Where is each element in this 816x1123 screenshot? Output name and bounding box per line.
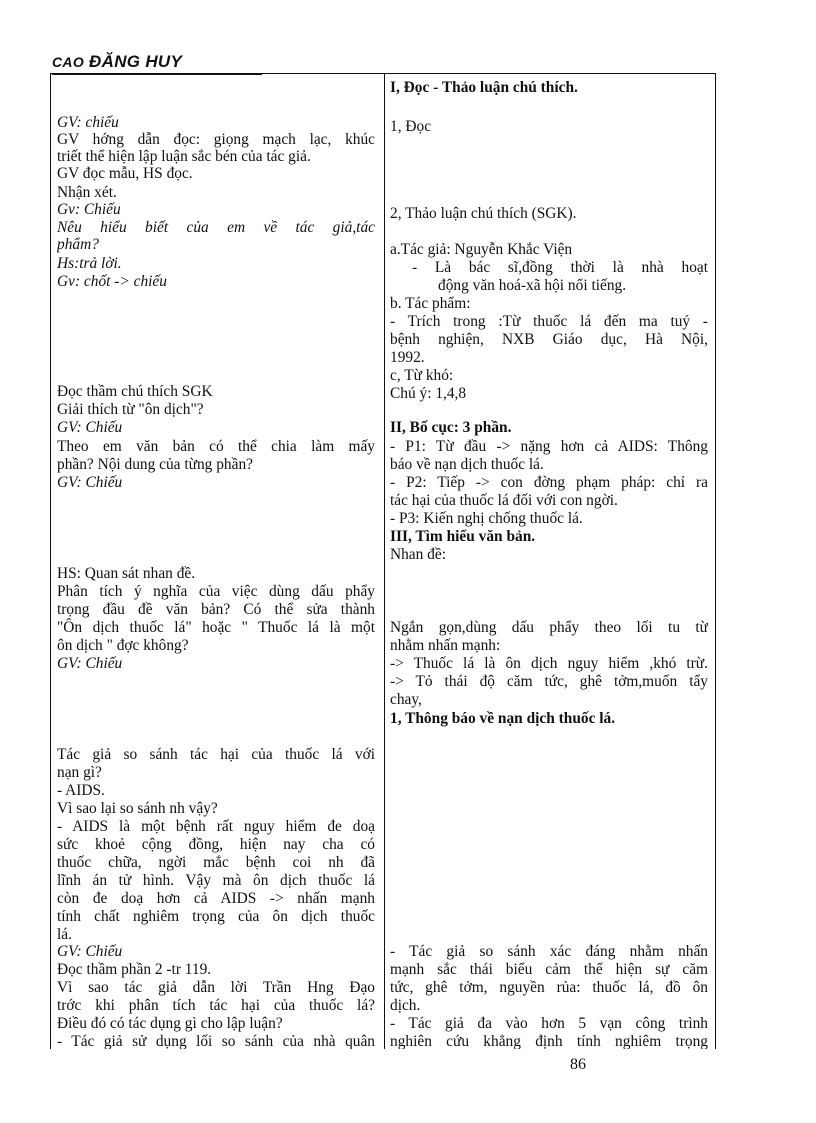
left-line: phẩm? [57,236,99,253]
right-line: 1, Đọc [390,118,432,135]
left-line: trọng đầu đề văn bản? Có thể sửa thành [57,601,375,618]
left-line: GV: Chiếu [57,474,123,491]
column-divider [384,74,385,1049]
right-line: Ngắn gọn,dùng dấu phẩy theo lối tu từ [390,619,708,636]
left-line: triết thể hiện lập luận sắc bén của tác giả. [57,148,311,165]
left-line: Đọc thầm phần 2 -tr 119. [57,961,212,978]
left-line: Đọc thầm chú thích SGK [57,383,213,400]
author-name: ĐĂNG HUY [89,52,183,71]
right-line: c, Từ khó: [390,367,454,384]
right-line: tác hại của thuốc lá đối với con ngời. [390,492,618,509]
left-line: tính chất nghiêm trọng của ôn dịch thuốc [57,908,375,925]
right-line: III, Tìm hiểu văn bản. [390,528,536,545]
left-line: Nhận xét. [57,184,117,201]
right-line: dịch. [390,997,421,1014]
right-line: nghiên cứu khẳng định tính nghiêm trọng [390,1033,708,1049]
left-line: nạn gì? [57,764,102,781]
right-line: bệnh nghiện, NXB Giáo dục, Hà Nội, [390,331,708,348]
author-header [52,51,262,75]
left-line: Vì sao tác giả dẫn lời Trần Hng Đạo [57,979,375,996]
right-line: 1992. [390,349,425,366]
right-line: Chú ý: 1,4,8 [390,385,467,402]
right-line: 2, Thảo luận chú thích (SGK). [390,205,577,222]
left-line: "Ôn dịch thuốc lá" hoặc " Thuốc lá là một [57,619,375,636]
left-line: sức khoẻ cộng đồng, hiện nay cha có [57,836,375,853]
left-line: GV: Chiếu [57,419,123,436]
left-line: Gv: Chiếu [57,201,121,218]
left-line: Vì sao lại so sánh nh vậy? [57,800,218,817]
left-line: lá. [57,926,72,943]
teacher-student-activities-column [57,74,375,1049]
left-line: Nêu hiểu biết của em về tác giả,tác [57,219,375,236]
left-line: phần? Nội dung của từng phần? [57,456,253,473]
left-line: Hs:trả lời. [57,255,122,272]
author-prefix: CAO [52,54,85,70]
left-line: lĩnh án tử hình. Vậy mà ôn dịch thuốc lá [57,872,375,889]
left-line: còn đe doạ hơn cả AIDS -> nhấn mạnh [57,890,375,907]
left-line: Điều đó có tác dụng gì cho lập luận? [57,1015,283,1032]
right-line: - P1: Từ đầu -> nặng hơn cả AIDS: Thông [390,438,708,455]
right-line: - P2: Tiếp -> con đờng phạm pháp: chỉ ra [390,474,708,491]
left-line: Theo em văn bản có thể chia làm mấy [57,438,375,455]
left-line: Tác giả so sánh tác hại của thuốc lá với [57,746,375,763]
right-line: 1, Thông báo về nạn dịch thuốc lá. [390,710,616,727]
left-line: thuốc chữa, ngời mắc bệnh coi nh đã [57,854,375,871]
right-line: - Tác giả so sánh xác đáng nhằm nhấn [390,943,708,960]
lesson-content-column [390,74,708,1049]
left-line: GV đọc mẫu, HS đọc. [57,165,193,182]
right-line: mạnh sắc thái biểu cảm thể hiện sự căm [390,961,708,978]
right-line: động văn hoá-xã hội nổi tiếng. [438,277,627,294]
left-line: GV: Chiếu [57,943,123,960]
left-line: GV: chiếu [57,114,119,131]
right-line: chay, [390,691,422,708]
right-line: - Tác giả đa vào hơn 5 vạn công trình [390,1015,708,1032]
right-line: tức, ghê tởm, nguyền rủa: thuốc lá, đồ ôn [390,979,708,996]
left-line: HS: Quan sát nhan đề. [57,565,196,582]
left-line: Gv: chốt -> chiếu [57,273,167,290]
right-line: II, Bố cục: 3 phần. [390,419,512,436]
right-line: - Trích trong :Từ thuốc lá đến ma tuý - [390,313,708,330]
right-line: Nhan đề: [390,546,446,563]
left-line: GV: Chiếu [57,655,123,672]
left-line: - AIDS. [57,782,105,799]
right-line: - Là bác sĩ,đồng thời là nhà hoạt [412,259,708,276]
left-line: ôn dịch " đợc không? [57,637,189,654]
left-line: Giải thích từ "ôn dịch"? [57,401,204,418]
right-line: nhằm nhấn mạnh: [390,637,501,654]
right-line: b. Tác phẩm: [390,295,471,312]
right-line: báo về nạn dịch thuốc lá. [390,456,544,473]
left-line: GV hớng dẫn đọc: giọng mạch lạc, khúc [57,131,375,148]
left-line: - AIDS là một bệnh rất nguy hiểm đe doạ [57,818,375,835]
right-line: a.Tác giả: Nguyễn Khắc Viện [390,241,573,258]
right-line: -> Thuốc lá là ôn dịch nguy hiểm ,khó trừ. [390,655,708,672]
left-line: trớc khi phân tích tác hại của thuốc lá? [57,997,375,1014]
left-line: Phân tích ý nghĩa của việc dùng dấu phẩy [57,583,375,600]
lesson-table [50,73,716,1049]
right-line: -> Tỏ thái độ căm tức, ghê tởm,muốn tẩy [390,673,708,690]
left-line: - Tác giả sử dụng lối so sánh của nhà quân [57,1033,375,1049]
right-line: I, Đọc - Thảo luận chú thích. [390,79,578,96]
right-line: - P3: Kiến nghị chống thuốc lá. [390,510,583,527]
page-number: 86 [570,1056,586,1073]
